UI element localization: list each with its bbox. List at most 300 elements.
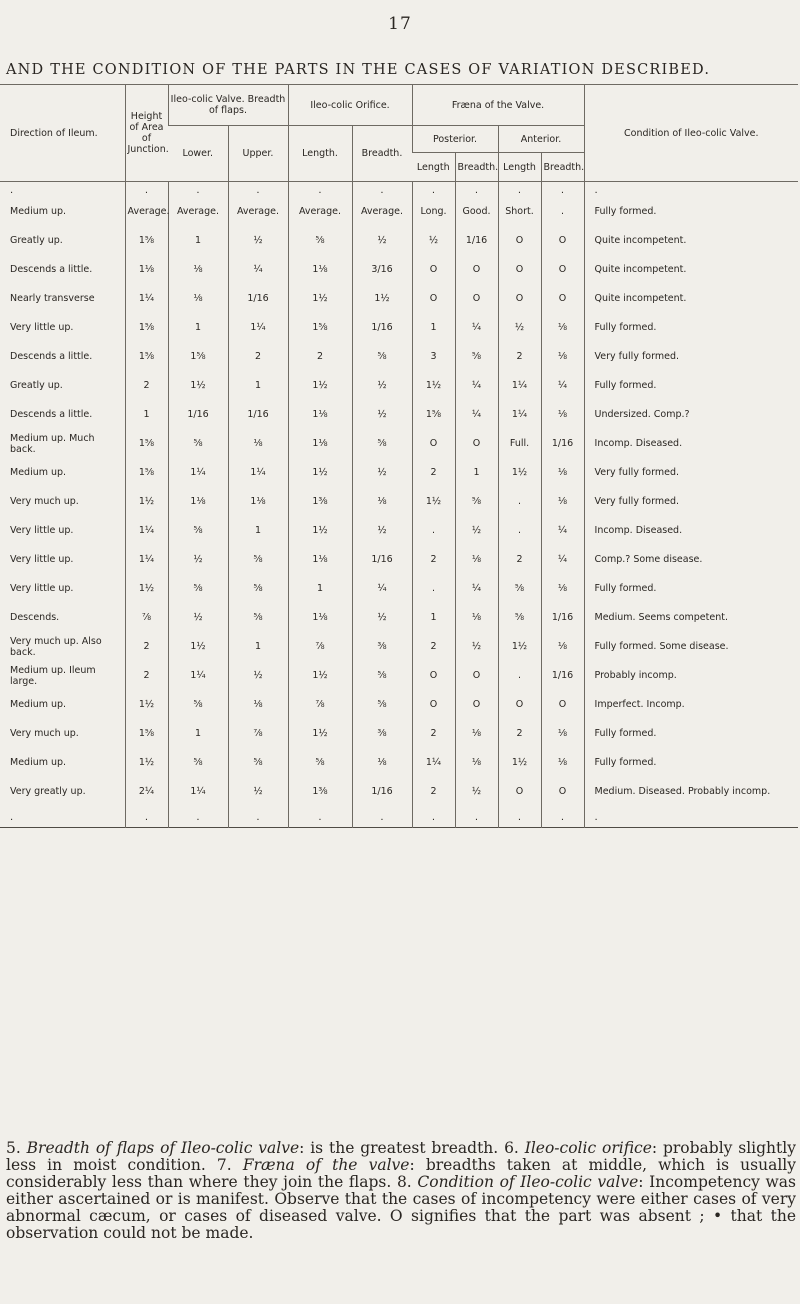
post-length-cell: O (412, 662, 455, 691)
orifice-breadth-cell: ½ (352, 604, 412, 633)
ant-breadth-cell: ¼ (541, 372, 584, 401)
lower-flap-cell: ⅛ (168, 285, 228, 314)
direction-cell: Descends a little. (10, 409, 93, 421)
dot-cell: . (168, 807, 228, 828)
ant-breadth-cell: O (541, 778, 584, 807)
upper-flap-cell: ¼ (228, 256, 288, 285)
condition-cell: Quite incompetent. (584, 227, 798, 256)
col-direction: Direction of Ileum. (0, 85, 125, 182)
orifice-length-cell: 1½ (288, 459, 352, 488)
dot-cell: . (412, 807, 455, 828)
height-cell: 1⅝ (125, 343, 168, 372)
dot-cell: . (584, 807, 798, 828)
col-post-length: Length (412, 153, 455, 182)
height-cell: 1½ (125, 575, 168, 604)
direction-cell: Very little up. (10, 525, 74, 537)
orifice-breadth-cell: 3/16 (352, 256, 412, 285)
ant-length-cell: O (498, 285, 541, 314)
post-breadth-cell: ⅛ (455, 604, 498, 633)
height-cell: 2¼ (125, 778, 168, 807)
table-row (0, 633, 798, 662)
height-cell: 2 (125, 662, 168, 691)
upper-flap-cell: 1 (228, 633, 288, 662)
direction-cell: Descends a little. (10, 351, 93, 363)
fn6-num: 6. (504, 1139, 519, 1157)
orifice-breadth-cell: ½ (352, 372, 412, 401)
ant-breadth-cell: 1/16 (541, 662, 584, 691)
upper-flap-cell: ½ (228, 662, 288, 691)
orifice-length-cell: 1½ (288, 285, 352, 314)
table-row (0, 459, 798, 488)
height-cell: 1 (125, 401, 168, 430)
direction-cell: Very much up. (10, 496, 79, 508)
lower-flap-cell: ½ (168, 546, 228, 575)
post-length-cell: 2 (412, 546, 455, 575)
orifice-length-cell: Average. (288, 198, 352, 227)
ant-length-cell: . (498, 517, 541, 546)
post-length-cell: 1¼ (412, 749, 455, 778)
ant-length-cell: O (498, 227, 541, 256)
upper-flap-cell: ½ (228, 778, 288, 807)
height-cell: 1¼ (125, 285, 168, 314)
table-row (0, 778, 798, 807)
table-row (0, 314, 798, 343)
col-frena: Fræna of the Valve. (412, 85, 584, 126)
post-breadth-cell: 1 (455, 459, 498, 488)
col-height: Height of Area of Junction. (125, 85, 168, 182)
orifice-length-cell: 1⅛ (288, 256, 352, 285)
condition-cell: Incomp. Diseased. (584, 517, 798, 546)
ant-breadth-cell: ⅛ (541, 488, 584, 517)
orifice-length-cell: 1⅛ (288, 430, 352, 459)
ant-length-cell: ½ (498, 314, 541, 343)
ant-breadth-cell: O (541, 256, 584, 285)
table-row (0, 720, 798, 749)
orifice-length-cell: ⅝ (288, 749, 352, 778)
direction-cell: Medium up. (10, 699, 67, 711)
post-breadth-cell: ¼ (455, 372, 498, 401)
orifice-length-cell: ⅞ (288, 691, 352, 720)
table-row (0, 343, 798, 372)
post-breadth-cell: ⅛ (455, 749, 498, 778)
upper-flap-cell: 1 (228, 517, 288, 546)
height-cell: ⅞ (125, 604, 168, 633)
ant-length-cell: 1½ (498, 749, 541, 778)
table-row (0, 546, 798, 575)
post-length-cell: O (412, 430, 455, 459)
dot-cell: . (541, 182, 584, 199)
lower-flap-cell: ⅛ (168, 256, 228, 285)
condition-cell: Probably incomp. (584, 662, 798, 691)
dot-cell: . (352, 807, 412, 828)
upper-flap-cell: ⅝ (228, 546, 288, 575)
orifice-breadth-cell: ⅛ (352, 488, 412, 517)
fn7-text: : breadths taken at middle, which is usually considerably less than where they join the flaps. (6, 1156, 796, 1191)
condition-cell: Fully formed. (584, 198, 798, 227)
direction-cell: Descends a little. (10, 264, 93, 276)
dot-cell: . (228, 182, 288, 199)
col-valve-breadth: Ileo-colic Valve. Breadth of flaps. (168, 85, 288, 126)
fn8-text: : Incompetency was either ascertained or is manifest. Observe that the cases of incompetency were either cases of very abnormal cæcum, or cases of diseased valve. O signifies that the part was absent ; • that the observation could not be made. (6, 1173, 796, 1242)
upper-flap-cell: 1 (228, 372, 288, 401)
post-length-cell: 1⅝ (412, 401, 455, 430)
dot-cell: . (352, 182, 412, 199)
ant-length-cell: 1½ (498, 633, 541, 662)
fn8-num: 8. (396, 1173, 412, 1191)
col-orifice-breadth: Breadth. (352, 126, 412, 182)
post-breadth-cell: O (455, 430, 498, 459)
height-cell: 2 (125, 633, 168, 662)
condition-cell: Fully formed. Some disease. (584, 633, 798, 662)
fn5-num: 5. (6, 1139, 21, 1157)
orifice-breadth-cell: ⅛ (352, 749, 412, 778)
ant-breadth-cell: ⅛ (541, 343, 584, 372)
post-length-cell: 1 (412, 604, 455, 633)
condition-cell: Medium. Diseased. Probably incomp. (584, 778, 798, 807)
table-row (0, 575, 798, 604)
upper-flap-cell: ⅝ (228, 575, 288, 604)
direction-cell: Very little up. (10, 554, 74, 566)
orifice-breadth-cell: 1½ (352, 285, 412, 314)
ant-breadth-cell: ⅛ (541, 314, 584, 343)
dot-cell: . (541, 807, 584, 828)
lower-flap-cell: 1 (168, 720, 228, 749)
variation-table (0, 84, 798, 828)
orifice-length-cell: ⅞ (288, 633, 352, 662)
post-length-cell: 1 (412, 314, 455, 343)
lower-flap-cell: ⅝ (168, 517, 228, 546)
table-row (0, 604, 798, 633)
dot-cell: . (584, 182, 798, 199)
orifice-breadth-cell: ⅝ (352, 691, 412, 720)
orifice-breadth-cell: 1/16 (352, 314, 412, 343)
ant-length-cell: 1¼ (498, 401, 541, 430)
ant-length-cell: Short. (498, 198, 541, 227)
ant-breadth-cell: ¼ (541, 517, 584, 546)
ant-breadth-cell: ¼ (541, 546, 584, 575)
dot-cell: . (10, 811, 14, 823)
post-length-cell: 2 (412, 720, 455, 749)
table-row (0, 691, 798, 720)
lower-flap-cell: Average. (168, 198, 228, 227)
fn5-title: Breadth of flaps of Ileo-colic valve (26, 1139, 300, 1157)
lower-flap-cell: 1/16 (168, 401, 228, 430)
post-length-cell: 3 (412, 343, 455, 372)
table-row (0, 198, 798, 227)
height-cell: 1⅝ (125, 430, 168, 459)
post-breadth-cell: O (455, 691, 498, 720)
ant-length-cell: Full. (498, 430, 541, 459)
ant-breadth-cell: . (541, 198, 584, 227)
col-post-breadth: Breadth. (455, 153, 498, 182)
orifice-breadth-cell: ½ (352, 227, 412, 256)
post-breadth-cell: ¼ (455, 575, 498, 604)
direction-cell: Greatly up. (10, 380, 63, 392)
height-cell: 1⅛ (125, 256, 168, 285)
upper-flap-cell: ⅛ (228, 691, 288, 720)
post-length-cell: O (412, 256, 455, 285)
ant-length-cell: 2 (498, 546, 541, 575)
post-breadth-cell: ¼ (455, 401, 498, 430)
ant-breadth-cell: ⅛ (541, 575, 584, 604)
dot-cell: . (125, 182, 168, 199)
orifice-length-cell: 1⅛ (288, 401, 352, 430)
orifice-breadth-cell: ⅝ (352, 430, 412, 459)
post-breadth-cell: 1/16 (455, 227, 498, 256)
direction-cell: Medium up. (10, 467, 67, 479)
dot-cell: . (125, 807, 168, 828)
orifice-length-cell: 2 (288, 343, 352, 372)
dot-cell: . (288, 807, 352, 828)
lower-flap-cell: 1½ (168, 372, 228, 401)
ant-length-cell: . (498, 662, 541, 691)
post-length-cell: O (412, 285, 455, 314)
height-cell: 1⅝ (125, 314, 168, 343)
orifice-breadth-cell: ⅝ (352, 343, 412, 372)
end-dots-row (0, 807, 798, 828)
lower-flap-cell: 1¼ (168, 662, 228, 691)
condition-cell: Very fully formed. (584, 459, 798, 488)
dot-cell: . (10, 184, 14, 196)
direction-cell: Medium up. Much back. (10, 432, 95, 455)
lower-flap-cell: ⅝ (168, 749, 228, 778)
lower-flap-cell: ⅝ (168, 691, 228, 720)
height-cell: 1¼ (125, 517, 168, 546)
ant-length-cell: . (498, 488, 541, 517)
post-breadth-cell: ⅛ (455, 720, 498, 749)
col-lower: Lower. (168, 126, 228, 182)
ant-breadth-cell: O (541, 227, 584, 256)
orifice-breadth-cell: ¼ (352, 575, 412, 604)
lower-flap-cell: 1¼ (168, 459, 228, 488)
orifice-length-cell: 1 (288, 575, 352, 604)
post-length-cell: . (412, 575, 455, 604)
post-length-cell: 2 (412, 459, 455, 488)
height-cell: Average. (125, 198, 168, 227)
table-row (0, 517, 798, 546)
post-length-cell: 2 (412, 778, 455, 807)
orifice-breadth-cell: 1/16 (352, 546, 412, 575)
post-length-cell: ½ (412, 227, 455, 256)
condition-cell: Fully formed. (584, 575, 798, 604)
condition-cell: Fully formed. (584, 749, 798, 778)
orifice-breadth-cell: ⅝ (352, 662, 412, 691)
post-breadth-cell: ⅝ (455, 488, 498, 517)
ant-length-cell: O (498, 256, 541, 285)
fn6-title: Ileo-colic orifice (524, 1139, 652, 1157)
direction-cell: Descends. (10, 612, 60, 624)
col-posterior: Posterior. (412, 126, 498, 153)
table-row (0, 285, 798, 314)
direction-cell: Medium up. (10, 757, 67, 769)
condition-cell: Imperfect. Incomp. (584, 691, 798, 720)
condition-cell: Fully formed. (584, 372, 798, 401)
col-anterior: Anterior. (498, 126, 584, 153)
ant-breadth-cell: O (541, 691, 584, 720)
ant-breadth-cell: ⅛ (541, 749, 584, 778)
ant-breadth-cell: ⅛ (541, 401, 584, 430)
height-cell: 1⅝ (125, 459, 168, 488)
lower-flap-cell: ½ (168, 604, 228, 633)
table-row (0, 256, 798, 285)
col-orifice-length: Length. (288, 126, 352, 182)
condition-cell: Comp.? Some disease. (584, 546, 798, 575)
ant-breadth-cell: O (541, 285, 584, 314)
condition-cell: Fully formed. (584, 720, 798, 749)
post-breadth-cell: ¼ (455, 314, 498, 343)
orifice-breadth-cell: ½ (352, 401, 412, 430)
post-breadth-cell: O (455, 256, 498, 285)
table-row (0, 488, 798, 517)
orifice-breadth-cell: ½ (352, 517, 412, 546)
direction-cell: Medium up. (10, 206, 67, 218)
ant-breadth-cell: ⅛ (541, 459, 584, 488)
fn7-num: 7. (216, 1156, 232, 1174)
upper-flap-cell: ½ (228, 227, 288, 256)
ant-length-cell: 1¼ (498, 372, 541, 401)
table-row (0, 227, 798, 256)
col-orifice: Ileo-colic Orifice. (288, 85, 412, 126)
height-cell: 1½ (125, 691, 168, 720)
ant-breadth-cell: 1/16 (541, 604, 584, 633)
condition-cell: Incomp. Diseased. (584, 430, 798, 459)
fn5-text: : is the greatest breadth. (299, 1139, 499, 1157)
dot-cell: . (455, 807, 498, 828)
ant-length-cell: ⅝ (498, 575, 541, 604)
dot-cell: . (498, 182, 541, 199)
dot-cell: . (228, 807, 288, 828)
orifice-length-cell: 1½ (288, 517, 352, 546)
upper-flap-cell: 1/16 (228, 285, 288, 314)
post-breadth-cell: O (455, 662, 498, 691)
table-row (0, 372, 798, 401)
post-length-cell: 2 (412, 633, 455, 662)
upper-flap-cell: ⅝ (228, 604, 288, 633)
dot-cell: . (288, 182, 352, 199)
post-breadth-cell: ⅛ (455, 546, 498, 575)
condition-cell: Undersized. Comp.? (584, 401, 798, 430)
height-cell: 1⅝ (125, 720, 168, 749)
post-breadth-cell: Good. (455, 198, 498, 227)
direction-cell: Very much up. (10, 728, 79, 740)
table-row (0, 749, 798, 778)
dot-cell: . (498, 807, 541, 828)
dot-cell: . (412, 182, 455, 199)
col-upper: Upper. (228, 126, 288, 182)
post-breadth-cell: ½ (455, 633, 498, 662)
dot-cell: . (455, 182, 498, 199)
fn8-title: Condition of Ileo-colic valve (417, 1173, 639, 1191)
condition-cell: Very fully formed. (584, 488, 798, 517)
ant-length-cell: 2 (498, 343, 541, 372)
condition-cell: Quite incompetent. (584, 256, 798, 285)
height-cell: 2 (125, 372, 168, 401)
post-length-cell: 1½ (412, 372, 455, 401)
fn6-text: : probably slightly less in moist condition. (6, 1139, 796, 1174)
upper-flap-cell: ⅛ (228, 430, 288, 459)
lower-flap-cell: 1¼ (168, 778, 228, 807)
orifice-breadth-cell: Average. (352, 198, 412, 227)
height-cell: 1¼ (125, 546, 168, 575)
condition-cell: Fully formed. (584, 314, 798, 343)
lower-flap-cell: 1½ (168, 633, 228, 662)
post-length-cell: . (412, 517, 455, 546)
page-heading: AND THE CONDITION OF THE PARTS IN THE CASES OF VARIATION DESCRIBED. (6, 62, 711, 78)
condition-cell: Medium. Seems competent. (584, 604, 798, 633)
orifice-breadth-cell: ⅜ (352, 633, 412, 662)
ant-length-cell: 1½ (498, 459, 541, 488)
height-cell: 1⅝ (125, 227, 168, 256)
post-breadth-cell: ½ (455, 517, 498, 546)
fn7-title: Fræna of the valve (242, 1156, 410, 1174)
lower-flap-cell: 1⅝ (168, 343, 228, 372)
upper-flap-cell: 2 (228, 343, 288, 372)
ant-length-cell: 2 (498, 720, 541, 749)
post-breadth-cell: O (455, 285, 498, 314)
post-breadth-cell: ½ (455, 778, 498, 807)
orifice-length-cell: 1½ (288, 372, 352, 401)
direction-cell: Very much up. Also back. (10, 635, 102, 658)
orifice-length-cell: ⅝ (288, 227, 352, 256)
post-length-cell: Long. (412, 198, 455, 227)
condition-cell: Quite incompetent. (584, 285, 798, 314)
direction-cell: Greatly up. (10, 235, 63, 247)
height-cell: 1½ (125, 749, 168, 778)
orifice-length-cell: 1½ (288, 720, 352, 749)
ant-length-cell: O (498, 778, 541, 807)
orifice-length-cell: 1⅜ (288, 488, 352, 517)
upper-flap-cell: 1¼ (228, 459, 288, 488)
direction-cell: Medium up. Ileum large. (10, 664, 96, 687)
height-cell: 1½ (125, 488, 168, 517)
direction-cell: Nearly transverse (10, 293, 95, 305)
upper-flap-cell: ⅝ (228, 749, 288, 778)
orifice-length-cell: 1⅛ (288, 604, 352, 633)
lower-flap-cell: 1⅛ (168, 488, 228, 517)
orifice-breadth-cell: 1/16 (352, 778, 412, 807)
post-length-cell: O (412, 691, 455, 720)
dot-cell: . (168, 182, 228, 199)
upper-flap-cell: Average. (228, 198, 288, 227)
upper-flap-cell: 1/16 (228, 401, 288, 430)
orifice-breadth-cell: ⅜ (352, 720, 412, 749)
post-length-cell: 1½ (412, 488, 455, 517)
col-ant-breadth: Breadth. (541, 153, 584, 182)
orifice-length-cell: 1½ (288, 662, 352, 691)
orifice-length-cell: 1⅝ (288, 314, 352, 343)
table-row (0, 430, 798, 459)
orifice-length-cell: 1⅛ (288, 546, 352, 575)
post-breadth-cell: ⅝ (455, 343, 498, 372)
upper-flap-cell: 1⅛ (228, 488, 288, 517)
condition-cell: Very fully formed. (584, 343, 798, 372)
ant-length-cell: O (498, 691, 541, 720)
direction-cell: Very little up. (10, 583, 74, 595)
footnote (6, 1140, 796, 1242)
lower-flap-cell: 1 (168, 227, 228, 256)
direction-cell: Very little up. (10, 322, 74, 334)
upper-flap-cell: 1¼ (228, 314, 288, 343)
lower-flap-cell: ⅝ (168, 430, 228, 459)
col-ant-length: Length (498, 153, 541, 182)
lower-flap-cell: ⅝ (168, 575, 228, 604)
page-number: 17 (388, 14, 412, 34)
orifice-length-cell: 1⅜ (288, 778, 352, 807)
ant-breadth-cell: ⅛ (541, 633, 584, 662)
ant-breadth-cell: 1/16 (541, 430, 584, 459)
lower-flap-cell: 1 (168, 314, 228, 343)
ant-breadth-cell: ⅛ (541, 720, 584, 749)
